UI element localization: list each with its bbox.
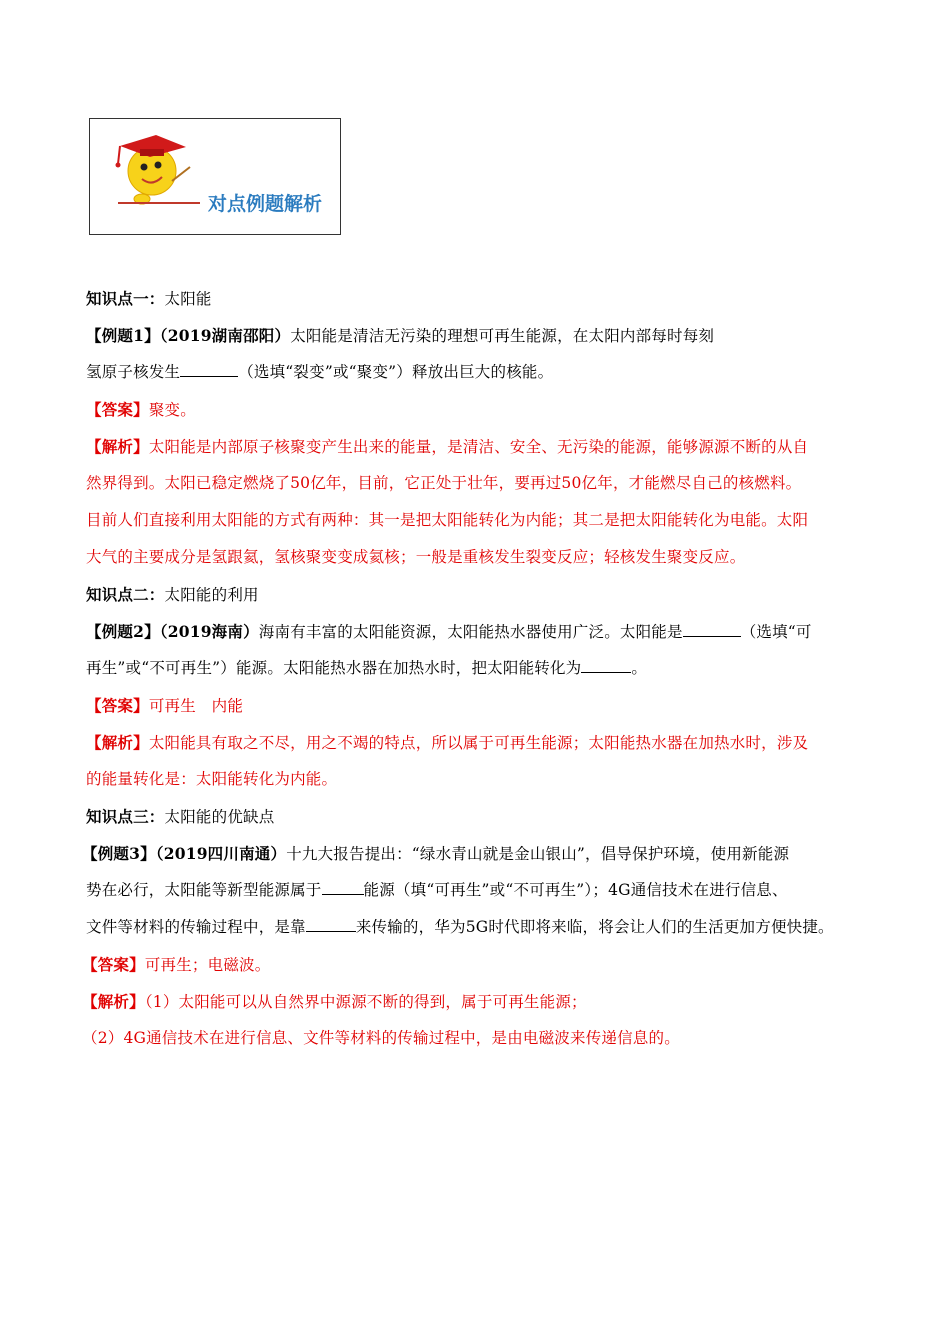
knowledge-point-1 xyxy=(86,280,866,317)
example-1-explanation-1 xyxy=(86,428,866,465)
explanation-text: 大气的主要成分是氢跟氦，氢核聚变变成氦核；一般是重核发生裂变反应；轻核发生聚变反应。 xyxy=(86,548,746,566)
example-1-question-line-1 xyxy=(86,317,866,354)
fill-blank xyxy=(581,657,631,674)
document-body xyxy=(82,280,866,1057)
example-1-question-line-2 xyxy=(86,354,866,391)
example-3-question-line-1 xyxy=(82,835,866,872)
example-tag: 【例题3】 xyxy=(82,844,156,863)
kp-topic: 太阳能的优缺点 xyxy=(164,808,275,826)
explanation-tag: 【解析】 xyxy=(82,992,145,1011)
explanation-text: 太阳能是内部原子核聚变产生出来的能量，是清洁、安全、无污染的能源，能够源源不断的从自 xyxy=(148,438,809,456)
fill-blank xyxy=(306,916,356,933)
question-text: 太阳能是清洁无污染的理想可再生能源，在太阳内部每时每刻 xyxy=(290,327,715,345)
knowledge-point-3 xyxy=(86,798,866,835)
answer-tag: 【答案】 xyxy=(86,400,149,419)
kp-topic: 太阳能 xyxy=(164,290,212,308)
example-1-explanation-2 xyxy=(86,465,866,502)
answer-tag: 【答案】 xyxy=(86,696,149,715)
example-2-question-line-2 xyxy=(86,650,866,687)
example-3-answer xyxy=(82,946,866,983)
example-source: （2019湖南邵阳） xyxy=(159,326,291,345)
example-1-answer xyxy=(86,391,866,428)
explanation-text: 然界得到。太阳已稳定燃烧了50亿年，目前，它正处于壮年，要再过50亿年，才能燃尽自己的核燃料。 xyxy=(86,474,802,492)
explanation-text: （2）4G通信技术在进行信息、文件等材料的传输过程中，是由电磁波来传递信息的。 xyxy=(82,1029,680,1047)
example-1-explanation-3 xyxy=(86,502,866,539)
example-2-answer xyxy=(86,687,866,724)
kp-label: 知识点二： xyxy=(86,585,165,604)
example-tag: 【例题1】 xyxy=(86,326,160,345)
answer-text: 可再生；电磁波。 xyxy=(144,956,271,974)
fill-blank xyxy=(180,361,238,378)
kp-label: 知识点一： xyxy=(86,289,165,308)
question-text: 十九大报告提出：“绿水青山就是金山银山”，倡导保护环境，使用新能源 xyxy=(286,845,790,863)
example-3-question-line-3 xyxy=(86,909,866,946)
kp-topic: 太阳能的利用 xyxy=(164,586,259,604)
section-badge xyxy=(89,118,341,235)
knowledge-point-2 xyxy=(86,576,866,613)
question-text: 文件等材料的传输过程中，是靠 xyxy=(86,918,306,936)
question-text: 能源（填“可再生”或“不可再生”）；4G通信技术在进行信息、 xyxy=(363,881,788,899)
example-2-explanation-2 xyxy=(86,761,866,798)
answer-text: 聚变。 xyxy=(148,401,196,419)
question-text: （选填“裂变”或“聚变”）释放出巨大的核能。 xyxy=(238,363,554,381)
explanation-text: 的能量转化是：太阳能转化为内能。 xyxy=(86,770,338,788)
fill-blank xyxy=(322,879,364,896)
explanation-text: 目前人们直接利用太阳能的方式有两种：其一是把太阳能转化为内能；其二是把太阳能转化为电能。太阳 xyxy=(86,511,809,529)
example-2-question-line-1 xyxy=(86,613,866,650)
example-3-question-line-2 xyxy=(86,872,866,909)
explanation-tag: 【解析】 xyxy=(86,437,149,456)
question-text: 来传输的，华为5G时代即将来临，将会让人们的生活更加方便快捷。 xyxy=(355,918,834,936)
question-text: 海南有丰富的太阳能资源，太阳能热水器使用广泛。太阳能是 xyxy=(258,623,683,641)
kp-label: 知识点三： xyxy=(86,807,165,826)
example-source: （2019四川南通） xyxy=(155,844,287,863)
question-text: 再生”或“不可再生”）能源。太阳能热水器在加热水时，把太阳能转化为 xyxy=(86,659,582,677)
example-source: （2019海南） xyxy=(159,622,259,641)
example-2-explanation-1 xyxy=(86,724,866,761)
answer-tag: 【答案】 xyxy=(82,955,145,974)
question-text: 势在必行，太阳能等新型能源属于 xyxy=(86,881,322,899)
example-1-explanation-4 xyxy=(86,539,866,576)
explanation-text: 太阳能具有取之不尽，用之不竭的特点，所以属于可再生能源；太阳能热水器在加热水时，涉及 xyxy=(148,734,809,752)
explanation-text: （1）太阳能可以从自然界中源源不断的得到，属于可再生能源； xyxy=(144,993,587,1011)
question-text: 。 xyxy=(631,659,648,677)
example-tag: 【例题2】 xyxy=(86,622,160,641)
explanation-tag: 【解析】 xyxy=(86,733,149,752)
example-3-explanation-2 xyxy=(82,1020,866,1057)
badge-title: 对点例题解析 xyxy=(208,193,323,215)
example-3-explanation-1 xyxy=(82,983,866,1020)
answer-text: 可再生 内能 xyxy=(148,697,244,715)
question-text: （选填“可 xyxy=(740,623,812,641)
fill-blank xyxy=(683,621,741,638)
question-text: 氢原子核发生 xyxy=(86,363,181,381)
smiley-graduate-icon xyxy=(90,119,342,236)
